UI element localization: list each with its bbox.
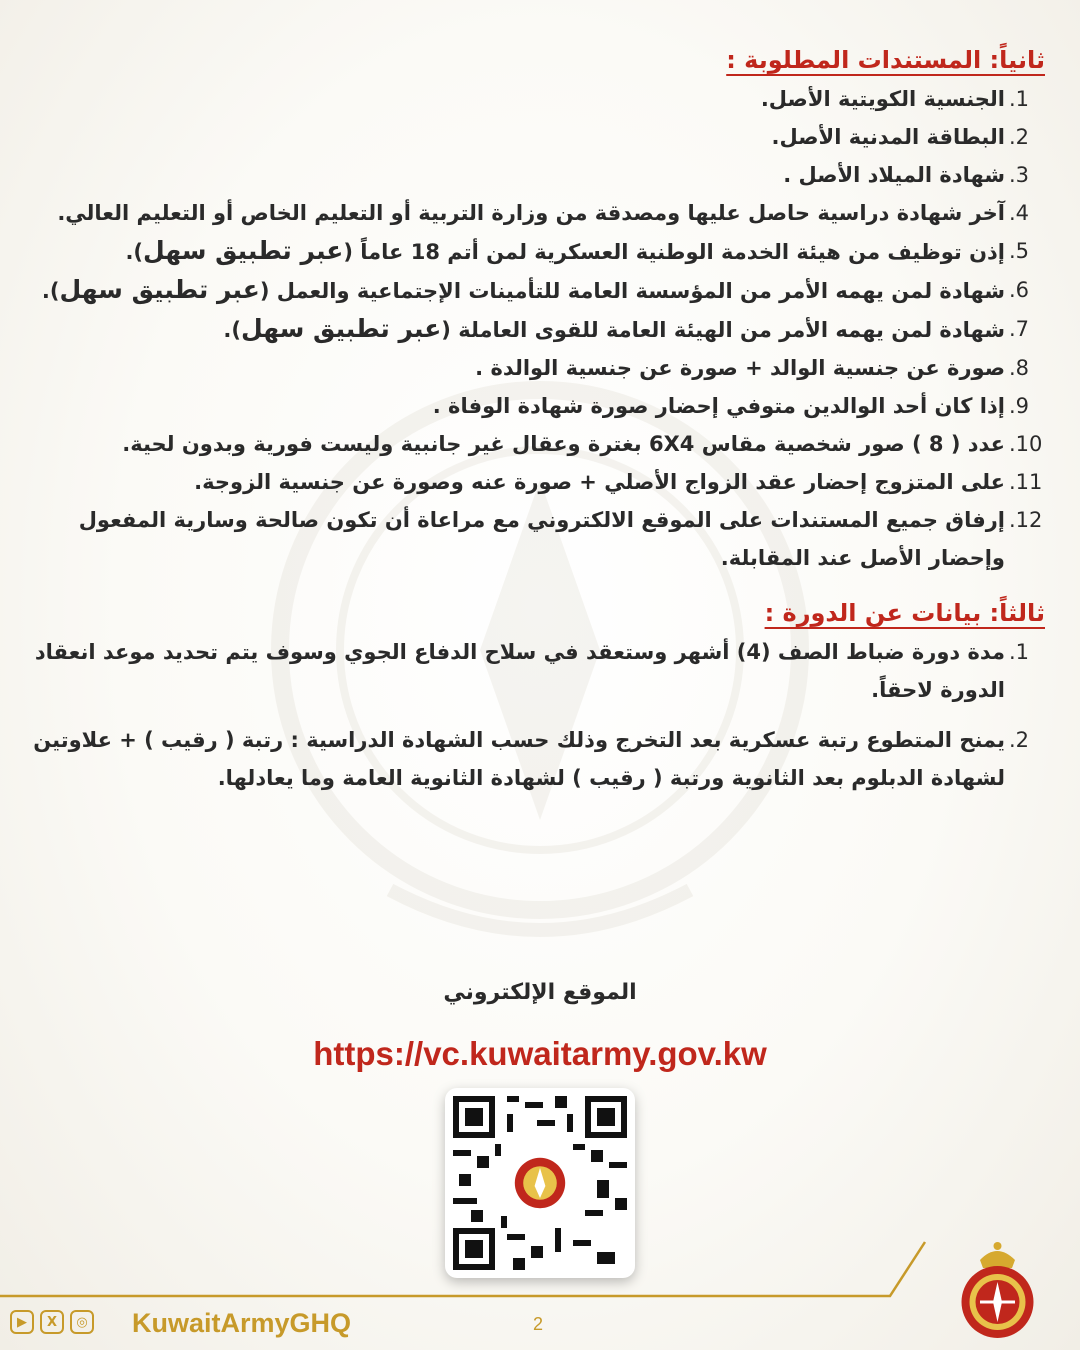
list-item xyxy=(30,349,1045,387)
item-number: .9 xyxy=(1009,394,1030,418)
course-details-list xyxy=(30,633,1045,797)
list-item xyxy=(30,463,1045,501)
footer-line xyxy=(0,1240,1080,1310)
sahel-app-text: عبر تطبيق سهل xyxy=(143,236,344,265)
item-text: صورة عن جنسية الوالد + صورة عن جنسية الوالدة . xyxy=(475,356,1005,380)
kuwait-army-emblem xyxy=(950,1238,1045,1343)
item-number: .1 xyxy=(1009,87,1030,111)
item-text-end: ). xyxy=(125,240,144,264)
item-text: الجنسية الكويتية الأصل. xyxy=(760,87,1005,111)
item-number: .5 xyxy=(1009,239,1030,263)
item-text: إذا كان أحد الوالدين متوفي إحضار صورة شهادة الوفاة . xyxy=(432,394,1005,418)
list-item xyxy=(30,194,1045,232)
item-number: .2 xyxy=(1009,728,1030,752)
list-item xyxy=(30,156,1045,194)
social-handle: KuwaitArmyGHQ xyxy=(132,1308,352,1338)
item-text: يمنح المتطوع رتبة عسكرية بعد التخرج وذلك حسب الشهادة الدراسية : رتبة ( رقيب ) + علاوتين لشهادة الدبلوم بعد الثانوية ورتبة ( رقيب ) لشهادة الثانوية العامة وما يعادلها. xyxy=(33,728,1005,790)
list-item xyxy=(30,118,1045,156)
sahel-app-text: عبر تطبيق سهل xyxy=(59,275,260,304)
list-item xyxy=(30,387,1045,425)
list-item xyxy=(30,721,1045,797)
item-number: .7 xyxy=(1009,317,1030,341)
item-text: إذن توظيف من هيئة الخدمة الوطنية العسكرية لمن أتم 18 عاماً ( xyxy=(343,240,1005,264)
list-item xyxy=(30,80,1045,118)
list-item xyxy=(30,271,1045,310)
document-body xyxy=(30,40,1045,809)
section-2-title: ثانياً: المستندات المطلوبة : xyxy=(726,46,1045,74)
required-documents-list xyxy=(30,80,1045,577)
item-number: .10 xyxy=(1009,432,1043,456)
item-text: شهادة لمن يهمه الأمر من الهيئة العامة للقوى العاملة ( xyxy=(441,318,1005,342)
social-icons xyxy=(10,1310,94,1334)
item-number: .8 xyxy=(1009,356,1030,380)
item-text: مدة دورة ضباط الصف (4) أشهر وستعقد في سلاح الدفاع الجوي وسوف يتم تحديد موعد انعقاد الدورة لاحقاً. xyxy=(34,640,1005,702)
item-number: .6 xyxy=(1009,278,1030,302)
item-text-end: ). xyxy=(223,318,241,342)
youtube-icon[interactable]: ▶ xyxy=(10,1310,34,1334)
item-number: .3 xyxy=(1009,163,1030,187)
instagram-icon[interactable]: ◎ xyxy=(70,1310,94,1334)
website-label: الموقع الإلكتروني xyxy=(443,980,637,1005)
item-number: .11 xyxy=(1009,470,1043,494)
list-item xyxy=(30,232,1045,271)
sahel-app-text: عبر تطبيق سهل xyxy=(240,314,442,343)
list-item xyxy=(30,310,1045,349)
item-text: عدد ( 8 ) صور شخصية مقاس 6X4 بغترة وعقال غير جانبية وليست فورية وبدون لحية. xyxy=(122,432,1005,456)
website-link[interactable]: https://vc.kuwaitarmy.gov.kw xyxy=(313,1035,767,1072)
section-3-title: ثالثاً: بيانات عن الدورة : xyxy=(764,599,1045,627)
page-number: 2 xyxy=(533,1314,544,1334)
list-item xyxy=(30,425,1045,463)
list-item xyxy=(30,501,1045,577)
item-text: آخر شهادة دراسية حاصل عليها ومصدقة من وزارة التربية أو التعليم الخاص أو التعليم العالي. xyxy=(57,201,1005,225)
item-text: شهادة لمن يهمه الأمر من المؤسسة العامة للتأمينات الإجتماعية والعمل ( xyxy=(259,279,1005,303)
item-number: .4 xyxy=(1009,201,1030,225)
item-text-end: ). xyxy=(41,279,60,303)
item-text: شهادة الميلاد الأصل . xyxy=(783,163,1005,187)
item-text: البطاقة المدنية الأصل. xyxy=(771,125,1005,149)
item-number: .1 xyxy=(1009,640,1030,664)
x-icon[interactable]: X xyxy=(40,1310,64,1334)
item-number: .12 xyxy=(1009,508,1043,532)
item-text: إرفاق جميع المستندات على الموقع الالكتروني مع مراعاة أن تكون صالحة وسارية المفعول وإحضار الأصل عند المقابلة. xyxy=(78,508,1005,570)
item-number: .2 xyxy=(1009,125,1030,149)
item-text: على المتزوج إحضار عقد الزواج الأصلي + صورة عنه وصورة عن جنسية الزوجة. xyxy=(194,470,1005,494)
list-item xyxy=(30,633,1045,709)
section-3 xyxy=(30,593,1045,797)
